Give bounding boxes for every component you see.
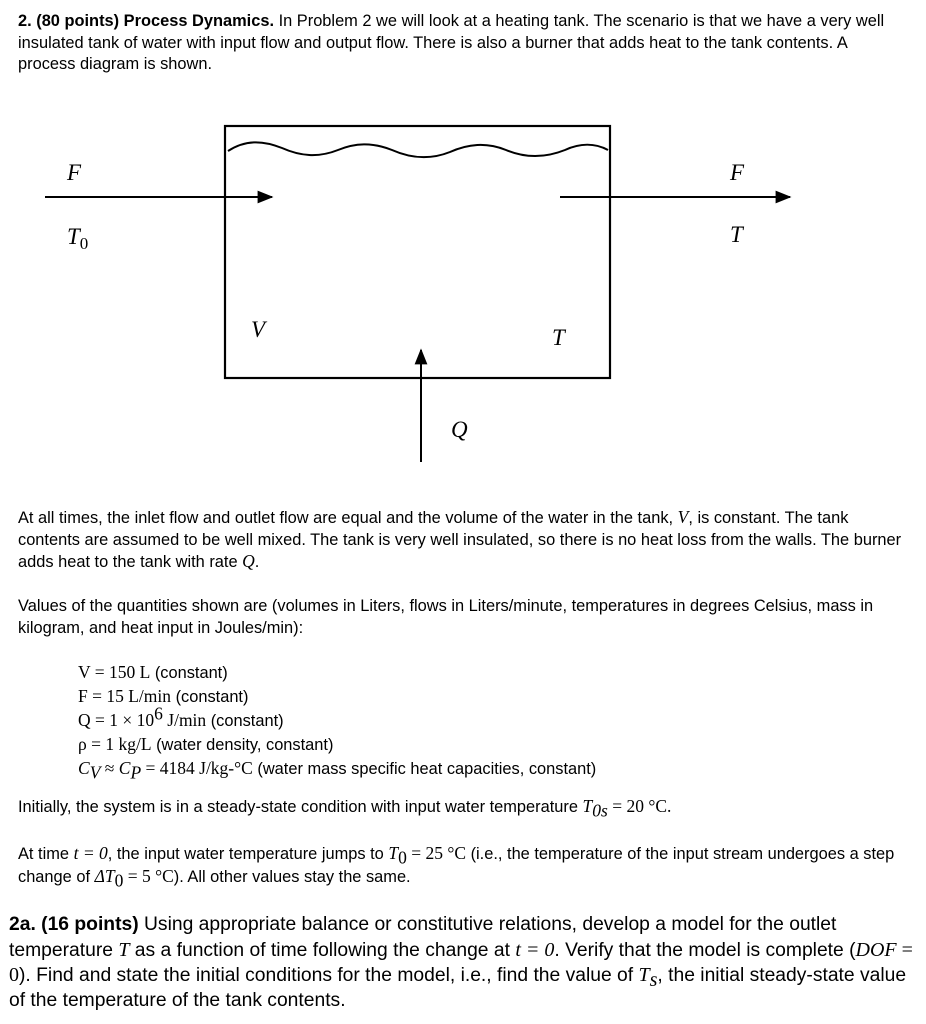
var-v: V <box>677 507 689 527</box>
step-change-paragraph: At time t = 0, the input water temperature jumps to $T_0 = 25$ °C (i.e., the temperature of the input stream undergoes a step change of $\Delta T_0 = 5$ °C). All other values stay the same. <box>18 843 895 890</box>
units-paragraph: Values of the quantities shown are (volumes in Liters, flows in Liters/minute, temperatures in degrees Celsius, mass in kilogram, and heat input in Joules/min): <box>18 597 874 637</box>
value-density: ρ = 1 kg/L (water density, constant) <box>78 734 334 754</box>
points-heading: (80 points) <box>36 12 120 30</box>
problem-number: 2. <box>18 12 32 30</box>
topic-heading: Process Dynamics. <box>123 12 275 30</box>
outlet-temp-label: T <box>730 222 743 247</box>
inlet-flow-label: F <box>67 160 82 185</box>
value-volume: V = 150 L (constant) <box>78 662 228 682</box>
outlet-flow-label: F <box>730 160 745 185</box>
value-heat: $Q = 1 \times 10^6$ J/min (constant) <box>78 703 284 730</box>
var-q: Q <box>242 551 255 571</box>
part-2a-question: 2a. (16 points) Using appropriate balance or constitutive relations, develop a model for the outlet temperature T as a function of time following the change at t = 0. Verify that the model is complete (DOF = 0). Find and state the initial conditions for the model, i.e., find the value of $T_s$, the initial steady-state value of the temperature of the tank contents. <box>9 914 913 1011</box>
water-surface <box>228 142 608 157</box>
value-heat-capacity: $C_V \approx C_P = 4184$ J/kg-°C (water mass specific heat capacities, constant) <box>78 758 597 783</box>
value-flow: F = 15 L/min (constant) <box>78 686 249 706</box>
tank-temp-label: T <box>552 325 565 350</box>
volume-label: V <box>251 317 266 342</box>
values-list <box>78 661 596 781</box>
initial-condition-paragraph: Initially, the system is in a steady-state condition with input water temperature $T_{0s} = 20$ °C. <box>18 796 672 821</box>
heat-label: Q <box>451 417 468 442</box>
intro-text: In Problem 2 we will look at a heating tank. The scenario is that we have a very well insulated tank of water with input flow and output flow. There is also a burner that adds heat to the tank contents. A process diagram is shown. <box>18 12 885 73</box>
part-2a-heading: 2a. (16 points) <box>9 914 139 935</box>
inlet-temp-label: $T_0$ <box>67 224 89 253</box>
constant-volume-paragraph: At all times, the inlet flow and outlet flow are equal and the volume of the water in the tank, V, is constant. The tank contents are assumed to be well mixed. The tank is very well insulated, so there is no heat loss from the walls. The burner adds heat to the tank with rate Q. <box>18 507 902 571</box>
